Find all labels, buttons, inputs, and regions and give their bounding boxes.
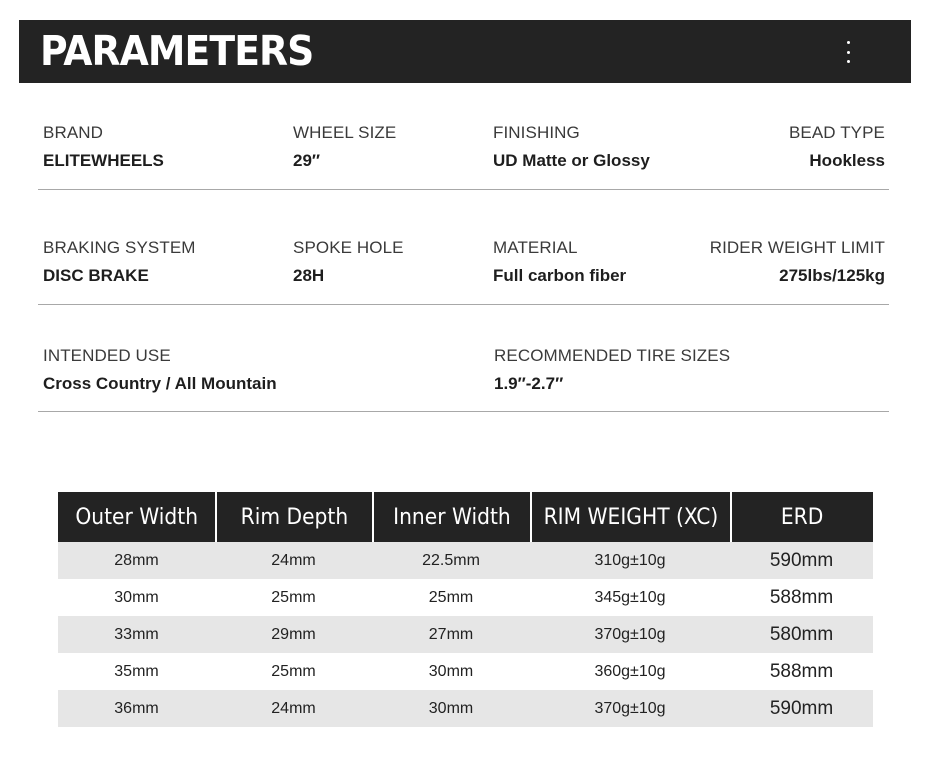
param-rider-weight-limit [710, 237, 885, 287]
cell-inner-width: 22.5mm [372, 542, 530, 579]
cell-inner-width: 27mm [372, 616, 530, 653]
param-value: DISC BRAKE [43, 266, 149, 285]
cell-rim-depth: 25mm [271, 662, 316, 680]
param-label: SPOKE HOLE [293, 238, 404, 257]
cell-rim-weight: 310g±10g [530, 542, 730, 579]
param-label: BEAD TYPE [788, 123, 885, 142]
col-header-rim-weight: RIM WEIGHT (XC) [530, 492, 730, 542]
param-label: INTENDED USE [43, 346, 171, 365]
cell-rim-weight: 370g±10g [530, 690, 730, 727]
page-header [19, 20, 911, 83]
param-bead-type [789, 122, 885, 172]
table-row [58, 616, 873, 653]
parameter-row [38, 340, 889, 412]
param-label: RECOMMENDED TIRE SIZES [494, 346, 731, 365]
cell-rim-depth: 29mm [215, 616, 372, 653]
param-finishing [493, 122, 650, 172]
param-value: Hookless [809, 151, 885, 170]
param-label: RIDER WEIGHT LIMIT [709, 238, 885, 257]
table-row [58, 653, 873, 690]
param-value: UD Matte or Glossy [493, 151, 650, 170]
param-brand [43, 122, 164, 172]
param-spoke-hole [293, 237, 404, 287]
cell-outer-width: 35mm [114, 662, 159, 680]
cell-erd: 588mm [769, 660, 834, 682]
spec-table [58, 492, 873, 727]
param-value: 275lbs/125kg [779, 266, 885, 285]
cell-outer-width: 36mm [58, 690, 215, 727]
cell-erd: 580mm [730, 616, 873, 653]
cell-rim-depth: 25mm [271, 588, 316, 606]
cell-erd: 590mm [730, 542, 873, 579]
cell-erd: 590mm [730, 690, 873, 727]
cell-erd: 588mm [769, 586, 834, 608]
parameter-row [38, 117, 889, 190]
param-label: MATERIAL [493, 238, 578, 257]
cell-inner-width: 30mm [372, 690, 530, 727]
param-value: ELITEWHEELS [43, 151, 164, 170]
parameter-row [38, 232, 889, 305]
cell-rim-depth: 24mm [215, 690, 372, 727]
param-label: FINISHING [493, 123, 580, 142]
cell-rim-weight: 370g±10g [530, 616, 730, 653]
table-row [58, 579, 873, 616]
param-wheel-size [293, 122, 396, 172]
cell-outer-width: 33mm [58, 616, 215, 653]
col-header-inner-width: Inner Width [372, 492, 530, 542]
param-material [493, 237, 626, 287]
table-row [58, 542, 873, 579]
cell-rim-weight: 360g±10g [594, 662, 666, 680]
param-value: 29″ [293, 151, 321, 170]
table-row [58, 690, 873, 727]
cell-inner-width: 25mm [428, 588, 474, 606]
param-value: Cross Country / All Mountain [43, 374, 277, 393]
cell-rim-weight: 345g±10g [594, 588, 666, 606]
cell-outer-width: 28mm [58, 542, 215, 579]
page-title: PARAMETERS [40, 27, 314, 75]
kebab-menu-icon[interactable] [843, 41, 853, 63]
table-header-row [58, 492, 873, 542]
cell-rim-depth: 24mm [215, 542, 372, 579]
col-header-outer-width: Outer Width [58, 492, 215, 542]
param-recommended-tire-sizes [494, 345, 730, 395]
col-header-erd: ERD [730, 492, 873, 542]
param-intended-use [43, 345, 277, 395]
param-value: Full carbon fiber [493, 266, 627, 285]
param-braking-system [43, 237, 196, 287]
param-label: BRAND [43, 123, 104, 142]
cell-inner-width: 30mm [428, 662, 474, 680]
col-header-rim-depth: Rim Depth [215, 492, 372, 542]
param-label: WHEEL SIZE [293, 123, 397, 142]
param-value: 1.9″-2.7″ [494, 374, 564, 393]
param-value: 28H [293, 266, 325, 285]
param-label: BRAKING SYSTEM [43, 238, 196, 257]
cell-outer-width: 30mm [114, 588, 159, 606]
